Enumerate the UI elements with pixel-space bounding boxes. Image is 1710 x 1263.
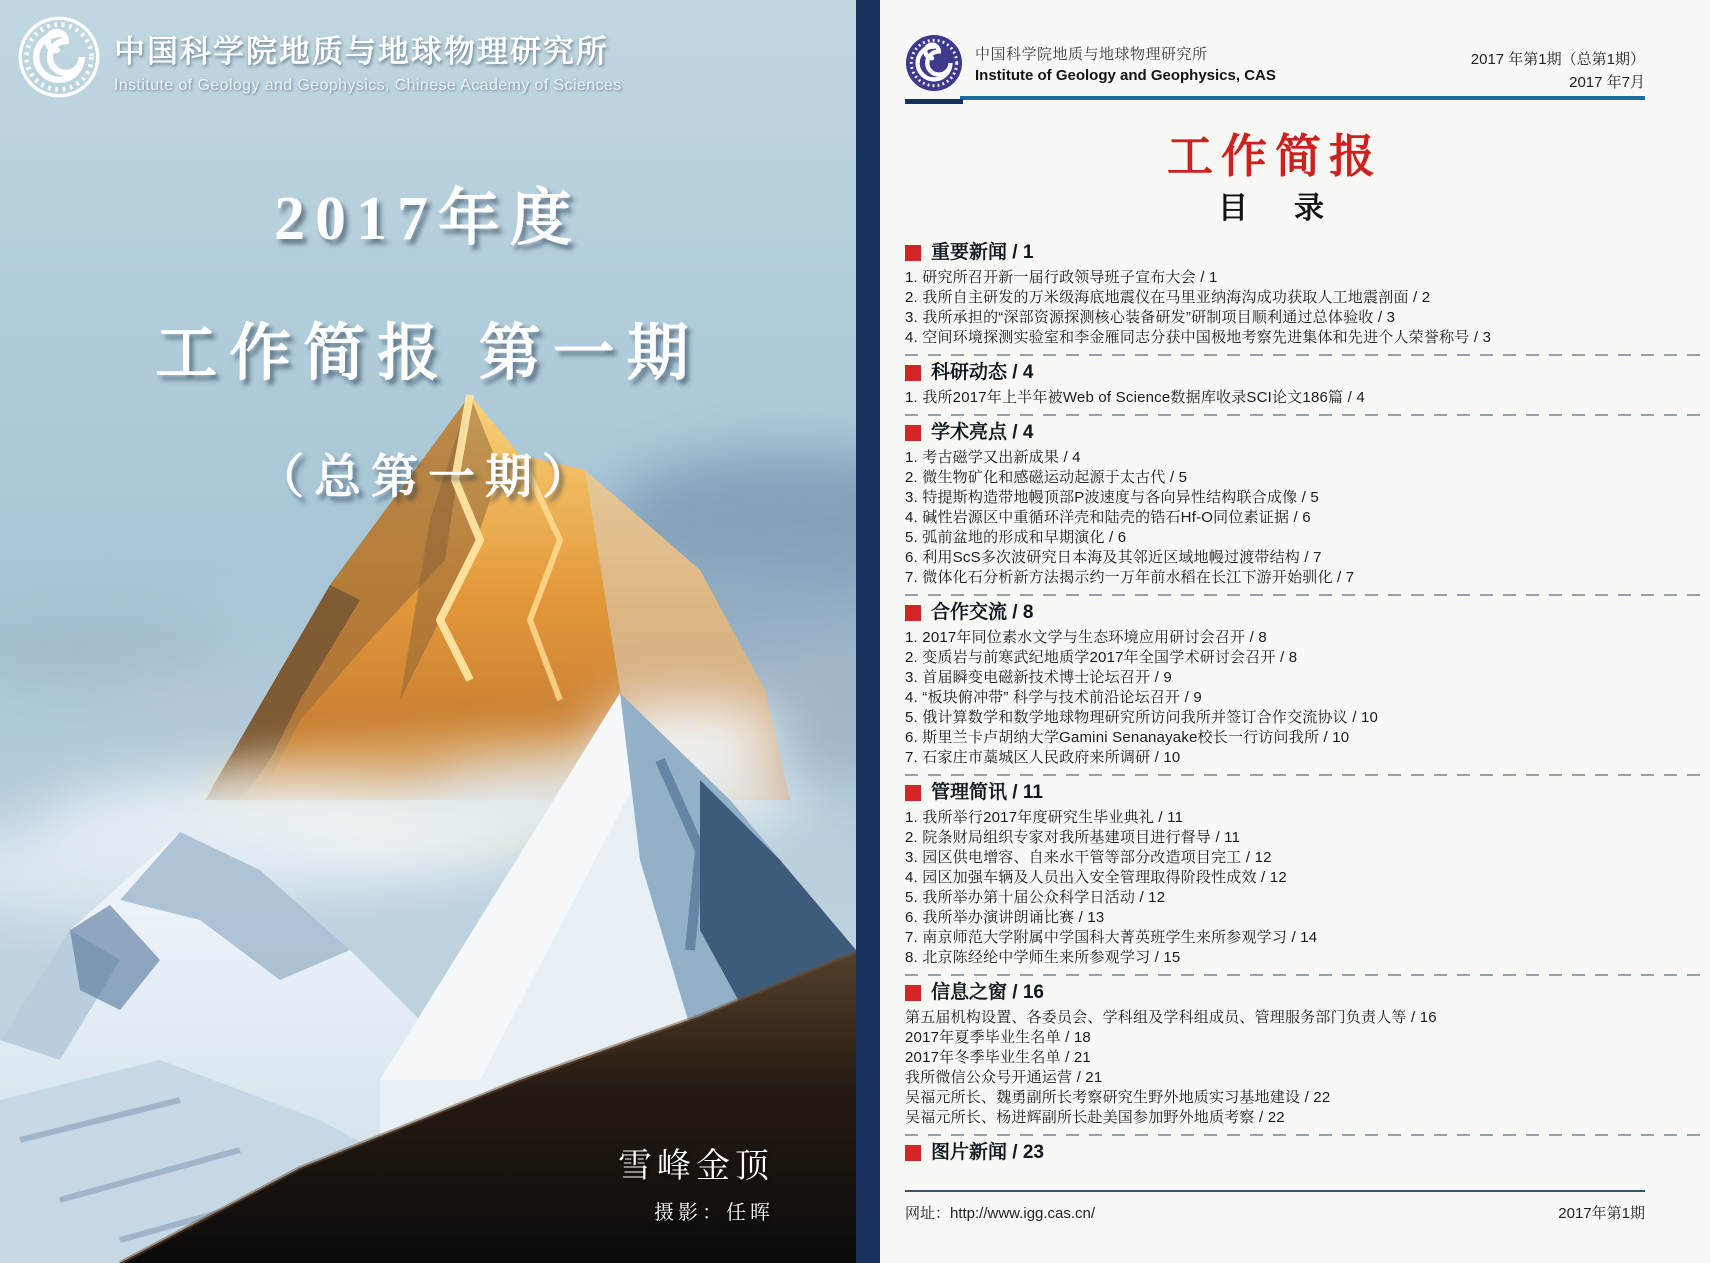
section-bullet-icon — [905, 985, 921, 1001]
toc-item: 1. 我所2017年上半年被Web of Science数据库收录SCI论文186篇 / 4 — [905, 389, 1365, 406]
toc-item: 2. 我所自主研发的万米级海底地震仪在马里亚纳海沟成功获取人工地震剖面 / 2 — [905, 289, 1431, 306]
toc-item: 3. 园区供电增容、自来水干管等部分改造项目完工 / 12 — [905, 849, 1272, 866]
toc-item: 3. 特提斯构造带地幔顶部P波速度与各向异性结构联合成像 / 5 — [905, 489, 1319, 506]
footer-url: 网址：http://www.igg.cas.cn/ — [905, 1205, 1096, 1222]
section-divider — [905, 354, 1702, 356]
toc-item: 7. 微体化石分析新方法揭示约一万年前水稻在长江下游开始驯化 / 7 — [905, 569, 1355, 586]
cover-title-line1: 2017年度 — [273, 185, 582, 253]
toc-section — [905, 1142, 1702, 1164]
toc-page — [880, 0, 1710, 1263]
section-title — [905, 602, 1702, 624]
toc-item: 4. 园区加强车辆及人员出入安全管理取得阶段性成效 / 12 — [905, 869, 1287, 886]
newsletter-title: 工作简报 — [1167, 130, 1383, 182]
section-bullet-icon — [905, 425, 921, 441]
toc-item: 7. 南京师范大学附属中学国科大菁英班学生来所参观学习 / 14 — [905, 929, 1318, 946]
section-bullet-icon — [905, 605, 921, 621]
toc-section — [905, 602, 1702, 768]
cover-org-name-cn: 中国科学院地质与地球物理研究所 — [114, 34, 609, 69]
section-title-label: 信息之窗 / 16 — [931, 982, 1044, 1003]
toc-item: 我所微信公众号开通运营 / 21 — [905, 1069, 1103, 1086]
toc-item: 2. 院条财局组织专家对我所基建项目进行督导 / 11 — [905, 829, 1241, 846]
toc-item: 2. 变质岩与前寒武纪地质学2017年全国学术研讨会召开 / 8 — [905, 649, 1298, 666]
toc-item: 2. 微生物矿化和感磁运动起源于太古代 / 5 — [905, 469, 1188, 486]
section-divider — [905, 594, 1702, 596]
photo-credit: 摄影：任晖 — [654, 1202, 774, 1224]
cover-title — [0, 168, 856, 507]
footer-issue: 2017年第1期 — [1558, 1205, 1645, 1222]
section-title-label: 图片新闻 / 23 — [931, 1142, 1044, 1163]
toc-item: 1. 我所举行2017年度研究生毕业典礼 / 11 — [905, 809, 1184, 826]
section-title-label: 管理简讯 / 11 — [931, 782, 1043, 803]
section-divider — [905, 1134, 1702, 1136]
issue-date: 2017 年7月 — [1569, 74, 1645, 91]
toc-item: 4. 空间环境探测实验室和李金雁同志分获中国极地考察先进集体和先进个人荣誉称号 / 3 — [905, 329, 1492, 346]
toc-item: 5. 我所举办第十届公众科学日活动 / 12 — [905, 889, 1166, 906]
page-spine — [856, 0, 880, 1263]
toc-org-name-cn: 中国科学院地质与地球物理研究所 — [975, 45, 1208, 63]
issue-info — [1471, 48, 1645, 94]
toc-item: 3. 首届瞬变电磁新技术博士论坛召开 / 9 — [905, 669, 1172, 686]
toc-item: 1. 2017年同位素水文学与生态环境应用研讨会召开 / 8 — [905, 629, 1267, 646]
toc-item: 4. “板块俯冲带” 科学与技术前沿论坛召开 / 9 — [905, 689, 1202, 706]
section-divider — [905, 774, 1702, 776]
toc-org-name-en: Institute of Geology and Geophysics, CAS — [975, 66, 1276, 84]
section-title — [905, 362, 1702, 384]
contents-heading: 目 录 — [1218, 192, 1332, 225]
photo-caption — [618, 1138, 774, 1225]
toc-item: 吴福元所长、杨进辉副所长赴美国参加野外地质考察 / 22 — [905, 1109, 1285, 1126]
toc-item: 1. 研究所召开新一届行政领导班子宣布大会 / 1 — [905, 269, 1218, 286]
toc-item: 1. 考古磁学又出新成果 / 4 — [905, 449, 1081, 466]
section-title-label: 科研动态 / 4 — [931, 362, 1034, 383]
toc-item: 6. 斯里兰卡卢胡纳大学Gamini Senanayake校长一行访问我所 / 10 — [905, 729, 1350, 746]
institute-logo-icon — [905, 34, 963, 92]
toc-footer — [905, 1202, 1645, 1223]
header-rule-segment — [905, 99, 963, 104]
section-bullet-icon — [905, 1145, 921, 1161]
toc-header — [905, 34, 1276, 92]
toc-section — [905, 242, 1702, 348]
cover-org-name-en: Institute of Geology and Geophysics, Chinese Academy of Sciences — [114, 77, 622, 94]
toc-item: 7. 石家庄市藁城区人民政府来所调研 / 10 — [905, 749, 1181, 766]
section-title — [905, 422, 1702, 444]
section-title-label: 重要新闻 / 1 — [931, 242, 1034, 263]
footer-rule — [905, 1190, 1645, 1192]
toc-item: 吴福元所长、魏勇副所长考察研究生野外地质实习基地建设 / 22 — [905, 1089, 1331, 1106]
institute-logo-icon — [18, 16, 100, 98]
toc-section — [905, 782, 1702, 968]
section-title — [905, 782, 1702, 804]
section-title-label: 学术亮点 / 4 — [931, 422, 1034, 443]
section-title — [905, 982, 1702, 1004]
toc-item: 8. 北京陈经纶中学师生来所参观学习 / 15 — [905, 949, 1181, 966]
toc-section — [905, 422, 1702, 588]
toc-body — [905, 236, 1702, 1168]
cover-title-line2: 工作简报 第一期 — [155, 320, 701, 388]
section-title — [905, 1142, 1702, 1164]
toc-item: 3. 我所承担的“深部资源探测核心装备研发”研制项目顺利通过总体验收 / 3 — [905, 309, 1396, 326]
section-title — [905, 242, 1702, 264]
toc-item: 5. 俄计算数学和数学地球物理研究所访问我所并签订合作交流协议 / 10 — [905, 709, 1379, 726]
section-bullet-icon — [905, 785, 921, 801]
section-divider — [905, 414, 1702, 416]
toc-item: 6. 利用ScS多次波研究日本海及其邻近区域地幔过渡带结构 / 7 — [905, 549, 1322, 566]
toc-item: 4. 碱性岩源区中重循环洋壳和陆壳的锆石Hf-O同位素证据 / 6 — [905, 509, 1311, 526]
photo-title: 雪峰金顶 — [618, 1148, 774, 1185]
section-bullet-icon — [905, 245, 921, 261]
toc-section — [905, 982, 1702, 1128]
section-bullet-icon — [905, 365, 921, 381]
toc-section — [905, 362, 1702, 408]
cover-title-line3: （总第一期） — [257, 452, 599, 504]
toc-item: 2017年冬季毕业生名单 / 21 — [905, 1049, 1091, 1066]
header-rule — [960, 96, 1645, 100]
issue-number: 2017 年第1期（总第1期） — [1470, 51, 1645, 68]
toc-item: 6. 我所举办演讲朗诵比赛 / 13 — [905, 909, 1105, 926]
section-title-label: 合作交流 / 8 — [931, 602, 1034, 623]
section-divider — [905, 974, 1702, 976]
toc-item: 5. 弧前盆地的形成和早期演化 / 6 — [905, 529, 1127, 546]
cover-header — [18, 16, 622, 98]
toc-item: 2017年夏季毕业生名单 / 18 — [905, 1029, 1091, 1046]
toc-item: 第五届机构设置、各委员会、学科组及学科组成员、管理服务部门负责人等 / 16 — [905, 1009, 1437, 1026]
